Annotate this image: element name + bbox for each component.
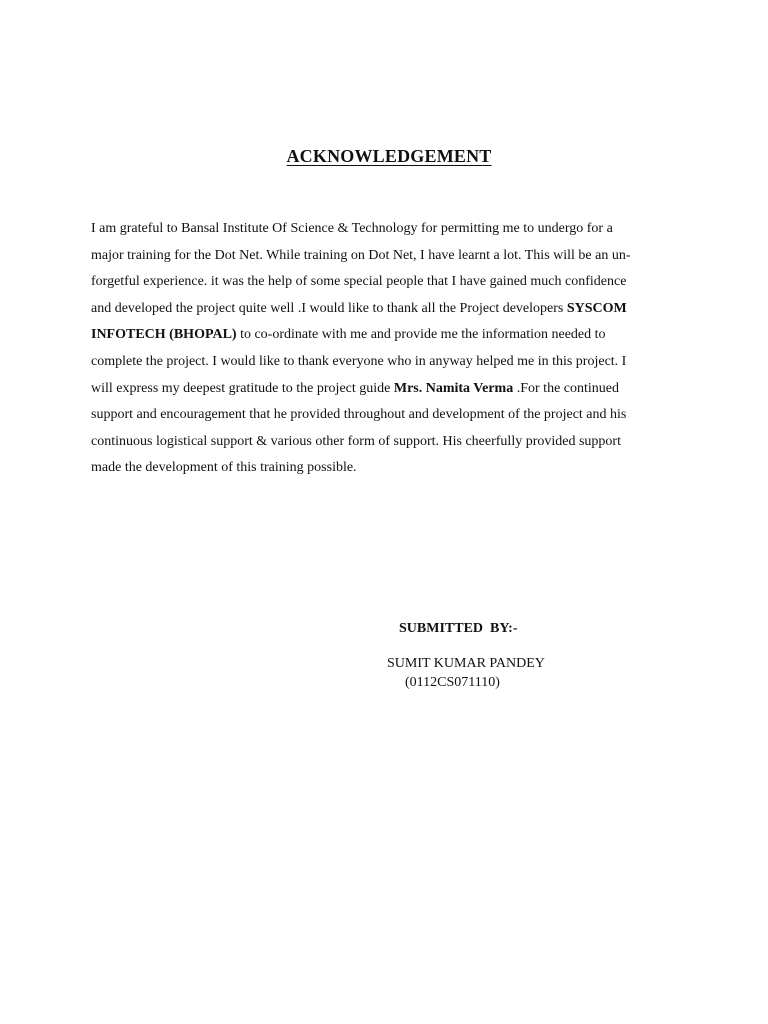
- body-line: [91, 273, 626, 291]
- body-text: support and encouragement that he provided throughout and development of the project and his: [91, 407, 627, 423]
- body-text: to co-ordinate with me and provide me the information needed to: [236, 327, 606, 343]
- author-name: SUMIT KUMAR PANDEY: [387, 656, 545, 671]
- body-emphasis: Mrs. Namita Verma: [393, 380, 514, 396]
- submitted-by-label: SUBMITTED BY:-: [399, 621, 518, 636]
- body-text: will express my deepest gratitude to the project guide: [91, 380, 394, 396]
- body-line: [91, 220, 613, 238]
- author-roll-number: (0112CS071110): [405, 675, 500, 690]
- body-line: [91, 353, 626, 371]
- page-title: ACKNOWLEDGEMENT: [286, 146, 492, 166]
- body-line: [91, 406, 626, 424]
- body-line: [91, 380, 619, 398]
- body-text: forgetful experience. it was the help of some special people that I have gained much confidence: [91, 274, 627, 290]
- body-text: I am grateful to Bansal Institute Of Science & Technology for permitting me to undergo for a: [91, 221, 613, 236]
- body-text: major training for the Dot Net. While training on Dot Net, I have learnt a lot. This will be an un-: [91, 247, 631, 263]
- body-line: [91, 433, 621, 451]
- body-emphasis: SYSCOM: [566, 300, 627, 316]
- body-line: [91, 247, 631, 265]
- body-line: [91, 300, 627, 318]
- body-emphasis: INFOTECH (BHOPAL): [91, 327, 237, 343]
- body-text: complete the project. I would like to thank everyone who in anyway helped me in this project. I: [91, 354, 627, 369]
- body-line: [91, 459, 357, 477]
- body-text: and developed the project quite well .I would like to thank all the Project developers: [91, 300, 567, 316]
- body-line: [91, 326, 606, 344]
- body-text: .For the continued: [513, 380, 619, 396]
- body-text: continuous logistical support & various other form of support. His cheerfully provided support: [91, 433, 621, 449]
- body-text: made the development of this training possible.: [91, 460, 357, 476]
